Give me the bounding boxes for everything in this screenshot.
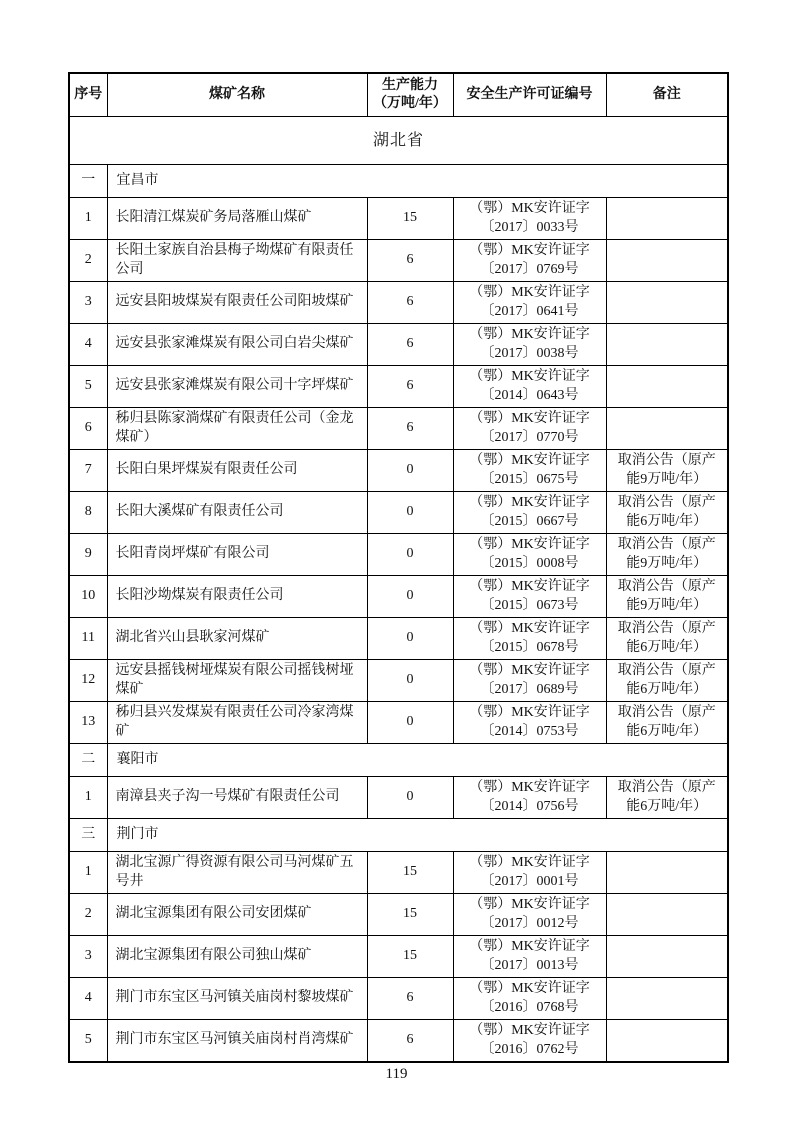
cell-remark: 取消公告（原产能6万吨/年）: [606, 702, 728, 744]
cell-mine-name: 远安县摇钱树垭煤炭有限公司摇钱树垭煤矿: [107, 660, 367, 702]
cell-no: 3: [69, 936, 107, 978]
cell-mine-name: 长阳大溪煤矿有限责任公司: [107, 492, 367, 534]
mine-row: [69, 852, 728, 894]
cell-capacity: 15: [367, 936, 453, 978]
capacity-header-line1: 生产能力: [382, 77, 438, 93]
cell-license: （鄂）MK安许证字〔2016〕0762号: [453, 1020, 606, 1063]
cell-no: 4: [69, 978, 107, 1020]
cell-remark: [606, 1020, 728, 1063]
cell-license: （鄂）MK安许证字〔2017〕0012号: [453, 894, 606, 936]
mine-row: [69, 408, 728, 450]
cell-no: 6: [69, 408, 107, 450]
mine-row: [69, 978, 728, 1020]
province-label: 湖北省: [69, 117, 728, 165]
col-header-license: 安全生产许可证编号: [453, 73, 606, 117]
cell-mine-name: 远安县张家滩煤炭有限公司白岩尖煤矿: [107, 324, 367, 366]
cell-remark: 取消公告（原产能9万吨/年）: [606, 450, 728, 492]
mine-row: [69, 894, 728, 936]
mine-row: [69, 366, 728, 408]
cell-mine-name: 荆门市东宝区马河镇关庙岗村肖湾煤矿: [107, 1020, 367, 1063]
cell-remark: [606, 282, 728, 324]
cell-no: 9: [69, 534, 107, 576]
cell-remark: 取消公告（原产能6万吨/年）: [606, 492, 728, 534]
cell-capacity: 0: [367, 777, 453, 819]
cell-mine-name: 远安县张家滩煤炭有限公司十字坪煤矿: [107, 366, 367, 408]
cell-remark: 取消公告（原产能6万吨/年）: [606, 618, 728, 660]
coal-mine-table: [68, 72, 729, 1063]
header-row: [69, 73, 728, 117]
mine-row: [69, 324, 728, 366]
cell-capacity: 6: [367, 282, 453, 324]
col-header-name: 煤矿名称: [107, 73, 367, 117]
cell-no: 2: [69, 894, 107, 936]
cell-no: 10: [69, 576, 107, 618]
section-index: 二: [69, 744, 107, 777]
cell-remark: 取消公告（原产能9万吨/年）: [606, 576, 728, 618]
col-header-no: 序号: [69, 73, 107, 117]
cell-mine-name: 湖北省兴山县耿家河煤矿: [107, 618, 367, 660]
section-city: 襄阳市: [107, 744, 728, 777]
cell-capacity: 0: [367, 450, 453, 492]
cell-mine-name: 长阳土家族自治县梅子坳煤矿有限责任公司: [107, 240, 367, 282]
cell-license: （鄂）MK安许证字〔2015〕0675号: [453, 450, 606, 492]
cell-license: （鄂）MK安许证字〔2017〕0641号: [453, 282, 606, 324]
capacity-header-line2: （万吨/年）: [373, 96, 447, 111]
mine-row: [69, 660, 728, 702]
cell-license: （鄂）MK安许证字〔2017〕0689号: [453, 660, 606, 702]
mine-row: [69, 618, 728, 660]
cell-no: 1: [69, 777, 107, 819]
cell-capacity: 15: [367, 198, 453, 240]
cell-no: 5: [69, 366, 107, 408]
cell-capacity: 15: [367, 852, 453, 894]
cell-no: 2: [69, 240, 107, 282]
mine-table-body: [69, 117, 728, 1063]
mine-row: [69, 576, 728, 618]
page-number: 119: [385, 1066, 408, 1082]
mine-row: [69, 936, 728, 978]
section-row: [69, 165, 728, 198]
cell-capacity: 0: [367, 660, 453, 702]
mine-row: [69, 1020, 728, 1063]
cell-license: （鄂）MK安许证字〔2016〕0768号: [453, 978, 606, 1020]
cell-mine-name: 长阳清江煤炭矿务局落雁山煤矿: [107, 198, 367, 240]
mine-row: [69, 450, 728, 492]
cell-remark: 取消公告（原产能6万吨/年）: [606, 777, 728, 819]
mine-row: [69, 282, 728, 324]
section-row: [69, 744, 728, 777]
mine-row: [69, 777, 728, 819]
cell-license: （鄂）MK安许证字〔2017〕0769号: [453, 240, 606, 282]
col-header-capacity: [367, 73, 453, 117]
cell-remark: [606, 894, 728, 936]
cell-capacity: 6: [367, 366, 453, 408]
section-city: 荆门市: [107, 819, 728, 852]
cell-license: （鄂）MK安许证字〔2014〕0756号: [453, 777, 606, 819]
cell-no: 1: [69, 198, 107, 240]
cell-capacity: 0: [367, 618, 453, 660]
mine-row: [69, 702, 728, 744]
cell-capacity: 0: [367, 702, 453, 744]
cell-mine-name: 远安县阳坡煤炭有限责任公司阳坡煤矿: [107, 282, 367, 324]
cell-capacity: 6: [367, 978, 453, 1020]
cell-capacity: 0: [367, 534, 453, 576]
section-index: 一: [69, 165, 107, 198]
section-index: 三: [69, 819, 107, 852]
cell-capacity: 6: [367, 324, 453, 366]
cell-remark: [606, 198, 728, 240]
cell-mine-name: 长阳沙坳煤炭有限责任公司: [107, 576, 367, 618]
cell-mine-name: 湖北宝源集团有限公司独山煤矿: [107, 936, 367, 978]
cell-mine-name: 秭归县兴发煤炭有限责任公司冷家湾煤矿: [107, 702, 367, 744]
cell-capacity: 6: [367, 240, 453, 282]
cell-mine-name: 荆门市东宝区马河镇关庙岗村黎坡煤矿: [107, 978, 367, 1020]
cell-no: 4: [69, 324, 107, 366]
cell-capacity: 6: [367, 1020, 453, 1063]
cell-remark: [606, 240, 728, 282]
cell-license: （鄂）MK安许证字〔2017〕0770号: [453, 408, 606, 450]
cell-license: （鄂）MK安许证字〔2015〕0678号: [453, 618, 606, 660]
cell-capacity: 0: [367, 576, 453, 618]
cell-capacity: 0: [367, 492, 453, 534]
table-header: [69, 73, 728, 117]
cell-capacity: 15: [367, 894, 453, 936]
cell-mine-name: 湖北宝源广得资源有限公司马河煤矿五号井: [107, 852, 367, 894]
mine-row: [69, 534, 728, 576]
cell-no: 11: [69, 618, 107, 660]
cell-mine-name: 长阳青岗坪煤矿有限公司: [107, 534, 367, 576]
cell-no: 13: [69, 702, 107, 744]
cell-remark: 取消公告（原产能6万吨/年）: [606, 660, 728, 702]
cell-mine-name: 秭归县陈家淌煤矿有限责任公司（金龙煤矿）: [107, 408, 367, 450]
cell-no: 7: [69, 450, 107, 492]
cell-license: （鄂）MK安许证字〔2017〕0013号: [453, 936, 606, 978]
section-row: [69, 819, 728, 852]
cell-mine-name: 湖北宝源集团有限公司安团煤矿: [107, 894, 367, 936]
cell-capacity: 6: [367, 408, 453, 450]
cell-license: （鄂）MK安许证字〔2015〕0667号: [453, 492, 606, 534]
cell-no: 1: [69, 852, 107, 894]
cell-remark: [606, 366, 728, 408]
cell-remark: [606, 978, 728, 1020]
province-row: [69, 117, 728, 165]
cell-remark: 取消公告（原产能9万吨/年）: [606, 534, 728, 576]
cell-license: （鄂）MK安许证字〔2014〕0753号: [453, 702, 606, 744]
cell-license: （鄂）MK安许证字〔2015〕0008号: [453, 534, 606, 576]
cell-mine-name: 长阳白果坪煤炭有限责任公司: [107, 450, 367, 492]
cell-license: （鄂）MK安许证字〔2014〕0643号: [453, 366, 606, 408]
cell-no: 8: [69, 492, 107, 534]
cell-license: （鄂）MK安许证字〔2017〕0033号: [453, 198, 606, 240]
mine-row: [69, 240, 728, 282]
mine-row: [69, 198, 728, 240]
mine-row: [69, 492, 728, 534]
section-city: 宜昌市: [107, 165, 728, 198]
cell-remark: [606, 936, 728, 978]
cell-license: （鄂）MK安许证字〔2015〕0673号: [453, 576, 606, 618]
cell-no: 12: [69, 660, 107, 702]
cell-no: 5: [69, 1020, 107, 1063]
cell-no: 3: [69, 282, 107, 324]
cell-remark: [606, 324, 728, 366]
cell-remark: [606, 852, 728, 894]
cell-license: （鄂）MK安许证字〔2017〕0038号: [453, 324, 606, 366]
cell-remark: [606, 408, 728, 450]
col-header-remark: 备注: [606, 73, 728, 117]
cell-mine-name: 南漳县夹子沟一号煤矿有限责任公司: [107, 777, 367, 819]
cell-license: （鄂）MK安许证字〔2017〕0001号: [453, 852, 606, 894]
